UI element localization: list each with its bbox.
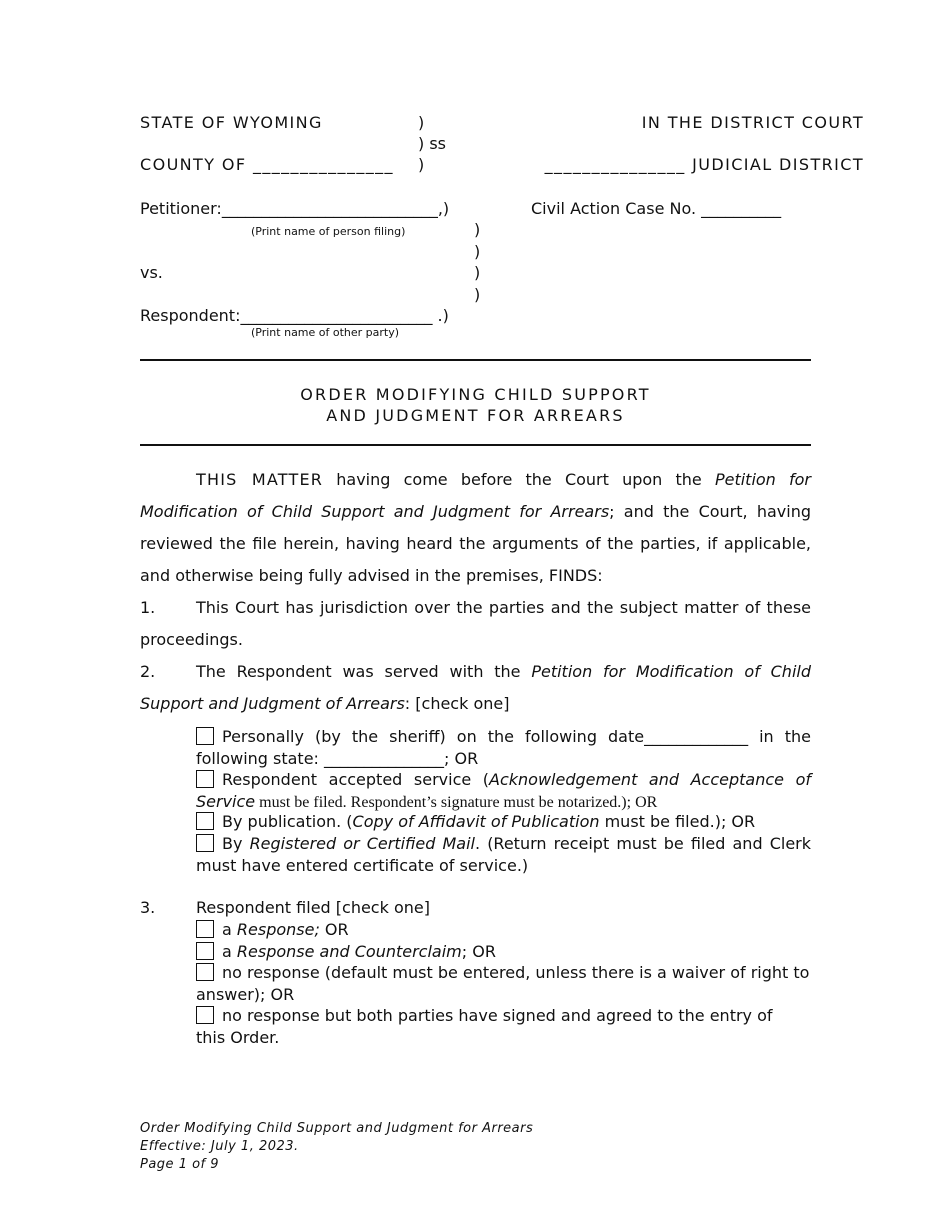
checkbox[interactable] (196, 812, 214, 830)
checkbox[interactable] (196, 727, 214, 745)
service-option-personal: Personally (by the sheriff) on the following date_____________ in the following state: _______________; OR (196, 727, 811, 768)
caption-paren: ) (418, 113, 425, 132)
document-title-line1: ORDER MODIFYING CHILD SUPPORT (300, 385, 651, 404)
respondent-hint: (Print name of other party) (251, 326, 400, 339)
caption-paren: ) (474, 263, 481, 282)
caption-paren: ) (474, 285, 481, 304)
finding-1-number: 1. (140, 598, 156, 617)
response-option-agreed: no response but both parties have signed and agreed to the entry of this Order. (196, 1006, 773, 1047)
caption-paren: ) (418, 155, 425, 174)
county-label: COUNTY OF _______________ (140, 155, 394, 174)
response-option-response: a Response; OR (196, 919, 811, 941)
finding-2: 2. The Respondent was served with the Petition for Modification of Child Support and Judgment of Arrears: [check one] (140, 656, 811, 720)
service-option-accepted: Respondent accepted service (Acknowledgement and Acceptance of Service must be filed. Respondent’s signature must be notarized.); OR (196, 770, 811, 811)
finding-2-number: 2. (140, 662, 156, 681)
caption-paren: ) (474, 242, 481, 261)
intro-paragraph: THIS MATTER having come before the Court upon the Petition for Modification of Child Support and Judgment for Arrears; and the Court, having reviewed the file herein, having heard the arguments of the parties, if applicable, and otherwise being fully advised in the premises, FINDS: (140, 470, 812, 585)
footer-form-title: Order Modifying Child Support and Judgment for Arrears (140, 1121, 534, 1136)
service-option-mail: By Registered or Certified Mail. (Return receipt must be filed and Clerk must have entered certificate of service.) (196, 834, 812, 875)
response-option-counterclaim: a Response and Counterclaim; OR (196, 941, 811, 963)
finding-3-number: 3. (140, 898, 156, 917)
service-option-publication: By publication. (Copy of Affidavit of Publication must be filed.); OR (196, 811, 811, 833)
checkbox[interactable] (196, 1006, 214, 1024)
page-footer (140, 1120, 533, 1174)
checkbox[interactable] (196, 920, 214, 938)
finding-3-label: Respondent filed [check one] (196, 898, 430, 917)
checkbox[interactable] (196, 770, 214, 788)
vs-label: vs. (140, 263, 163, 282)
checkbox[interactable] (196, 963, 214, 981)
checkbox[interactable] (196, 942, 214, 960)
judicial-district-label: _______________ JUDICIAL DISTRICT (544, 155, 864, 174)
footer-page-number: Page 1 of 9 (140, 1157, 220, 1172)
response-option-no-response: no response (default must be entered, unless there is a waiver of right to answer); OR (196, 963, 810, 1004)
case-number-field: Civil Action Case No. __________ (531, 199, 782, 218)
state-label: STATE OF WYOMING (140, 113, 323, 132)
finding-1: 1. This Court has jurisdiction over the parties and the subject matter of these proceedings. (140, 592, 811, 656)
caption-paren-ss: ) ss (418, 134, 446, 153)
respondent-field: Respondent:________________________ .) (140, 306, 449, 325)
court-label: IN THE DISTRICT COURT (641, 113, 864, 132)
divider-top (140, 359, 811, 361)
document-title-line2: AND JUDGMENT FOR ARREARS (326, 406, 625, 425)
divider-bottom (140, 444, 811, 446)
petitioner-hint: (Print name of person filing) (251, 225, 406, 238)
caption-paren: ) (474, 220, 481, 239)
footer-effective-date: Effective: July 1, 2023. (140, 1139, 299, 1154)
checkbox[interactable] (196, 834, 214, 852)
petitioner-field: Petitioner:___________________________,) (140, 199, 450, 218)
